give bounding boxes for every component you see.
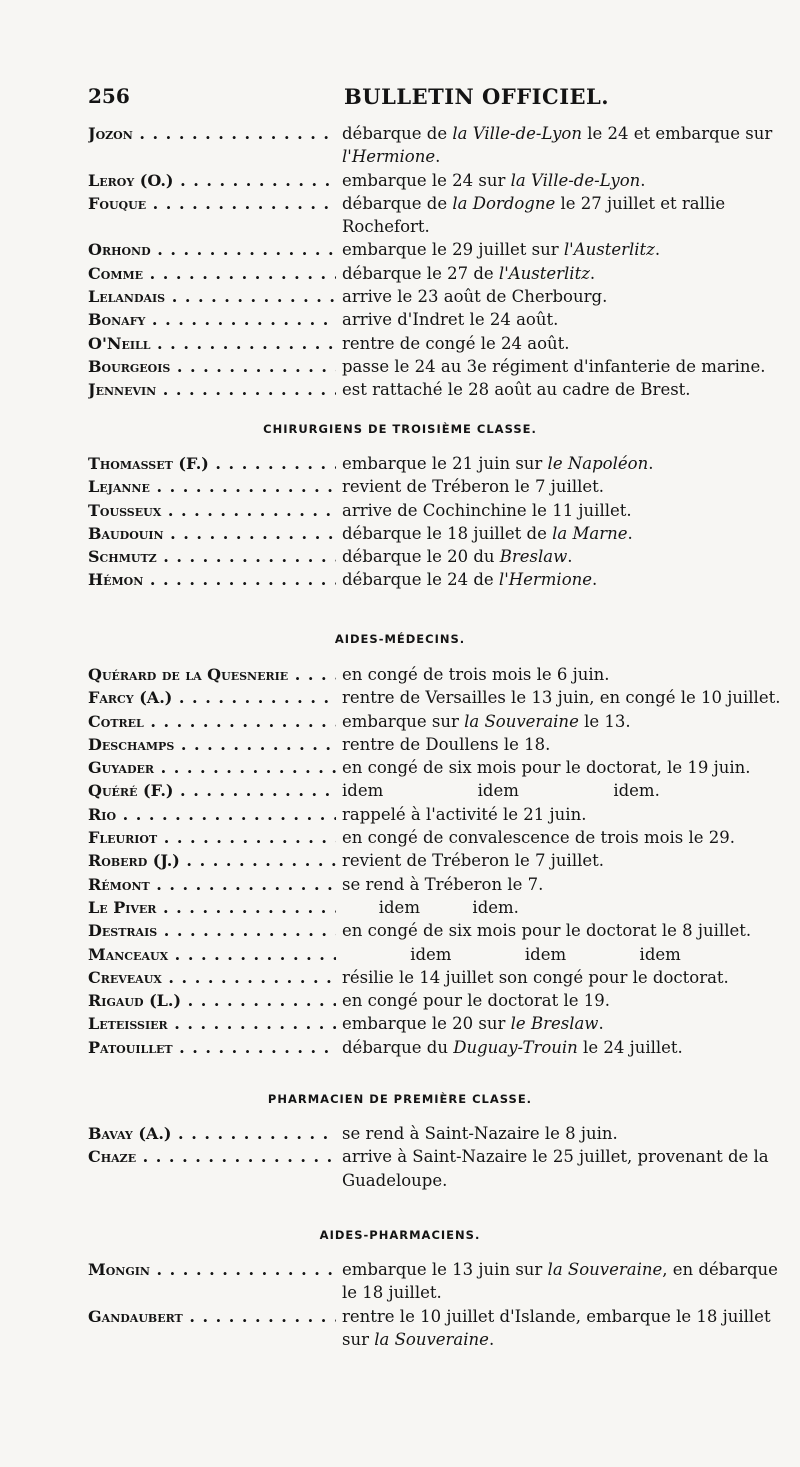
entry-text-segment: . xyxy=(589,263,596,283)
list-item xyxy=(88,849,793,872)
entry-name: Baudouin . . . xyxy=(88,522,336,545)
entry-name: Tousseux . . . xyxy=(88,499,336,522)
entry-text-segment: . xyxy=(598,1014,604,1034)
list-item xyxy=(88,686,793,709)
entry-text xyxy=(342,169,793,192)
list-item xyxy=(88,378,793,401)
entry-text-segment: rentre de Doullens le 18. xyxy=(342,734,551,754)
entry-name: Manceaux . . . xyxy=(88,943,336,966)
entry-name: Lelandais . . . xyxy=(88,285,336,308)
entry-text-segment: arrive à Saint-Nazaire le 25 juillet, provenant de la Guadeloupe. xyxy=(342,1147,774,1190)
entry-text xyxy=(342,285,793,308)
entry-name: Creveaux . . . xyxy=(88,966,336,989)
entry-text xyxy=(342,568,793,591)
entry-name: Bavay (A.) . . . xyxy=(88,1122,336,1145)
list-item xyxy=(88,943,793,966)
entry-text xyxy=(342,499,793,522)
list-item xyxy=(88,1305,793,1352)
entry-name: Gandaubert . . . xyxy=(88,1305,336,1328)
entry-text-segment: . xyxy=(654,240,661,260)
entry-name: Quéré (F.) . . . xyxy=(88,779,336,802)
running-title: BULLETIN OFFICIEL. xyxy=(344,84,610,109)
entry-text-segment: embarque le 13 juin sur xyxy=(342,1260,548,1279)
entry-text xyxy=(342,545,793,568)
list-item xyxy=(88,896,793,919)
ship-name: le Napoléon xyxy=(547,454,649,473)
entry-text xyxy=(342,663,793,686)
list-item xyxy=(88,332,793,355)
entry-name: Orhond . . . xyxy=(88,238,336,261)
entry-name: Jennevin . . . xyxy=(88,378,336,401)
list-item xyxy=(88,1012,793,1035)
entry-text-segment: en congé de six mois pour le doctorat le 8 juillet. xyxy=(342,921,752,941)
list-item xyxy=(88,475,793,498)
entry-name: Cotrel . . . xyxy=(88,710,336,733)
entry-text-segment: arrive de Cochinchine le 11 juillet. xyxy=(342,500,632,520)
entry-name: Rigaud (L.) . . . xyxy=(88,989,336,1012)
entry-text-segment: rentre de congé le 24 août. xyxy=(342,333,570,353)
entry-text-segment: se rend à Saint-Nazaire le 8 juin. xyxy=(342,1124,618,1143)
entry-name: Leteissier . . . xyxy=(88,1012,336,1035)
entry-text xyxy=(342,919,793,942)
list-item xyxy=(88,733,793,756)
ship-name: le Breslaw xyxy=(510,1014,599,1034)
entry-text-segment: revient de Tréberon le 7 juillet. xyxy=(342,851,605,871)
section-heading-aides-pharmaciens: AIDES-PHARMACIENS. xyxy=(319,1228,481,1242)
entry-text-segment: . xyxy=(640,170,646,190)
entry-text xyxy=(342,1145,793,1192)
entry-text-segment: en congé de six mois pour le doctorat, le 19 juin. xyxy=(342,758,751,778)
entry-text xyxy=(342,1258,793,1305)
ship-name: l'Hermione xyxy=(498,570,593,590)
list-item xyxy=(88,663,793,686)
entries-group-1 xyxy=(88,122,793,402)
entry-name: Jozon . . . xyxy=(88,122,336,145)
entry-name: Fleuriot . . . xyxy=(88,826,336,849)
entry-text-segment: embarque le 24 sur xyxy=(342,170,511,190)
entry-text xyxy=(342,943,793,966)
entry-text xyxy=(342,262,793,285)
list-item xyxy=(88,919,793,942)
entry-text xyxy=(342,733,793,756)
entry-text xyxy=(342,522,793,545)
entry-name: Thomasset (F.) . . . xyxy=(88,452,336,475)
list-item xyxy=(88,873,793,896)
ship-name: la Ville-de-Lyon xyxy=(510,170,641,190)
entry-text-segment: le 24 et embarque sur xyxy=(582,124,778,143)
entry-text-segment: arrive d'Indret le 24 août. xyxy=(342,310,559,330)
list-item xyxy=(88,710,793,733)
entry-text xyxy=(342,308,793,331)
list-item xyxy=(88,499,793,522)
entry-text-segment: rappelé à l'activité le 21 juin. xyxy=(342,804,587,824)
list-item xyxy=(88,285,793,308)
ship-name: l'Hermione xyxy=(342,147,436,167)
list-item xyxy=(88,355,793,378)
list-item xyxy=(88,826,793,849)
entry-text-segment: débarque de xyxy=(342,193,453,213)
entry-text xyxy=(342,355,793,378)
entry-text xyxy=(342,1036,793,1059)
list-item xyxy=(88,1122,793,1145)
entry-text-segment: débarque le 20 du xyxy=(342,547,500,567)
entry-text-segment: idem idem idem. xyxy=(342,781,660,801)
entry-text-segment: se rend à Tréberon le 7. xyxy=(342,874,544,894)
entry-text-segment: embarque le 29 juillet sur xyxy=(342,240,564,260)
entry-text xyxy=(342,686,793,709)
entry-text xyxy=(342,756,793,779)
entry-text-segment: est rattaché le 28 août au cadre de Brest. xyxy=(342,380,691,400)
entry-text-segment: . xyxy=(627,523,633,543)
entry-text-segment: idem idem. xyxy=(342,897,519,917)
entry-text xyxy=(342,238,793,261)
entry-text-segment: résilie le 14 juillet son congé pour le doctorat. xyxy=(342,967,729,987)
entry-text-segment: débarque le 18 juillet de xyxy=(342,523,553,543)
ship-name: la Souveraine xyxy=(464,711,579,731)
list-item xyxy=(88,169,793,192)
entry-text-segment: embarque le 21 juin sur xyxy=(342,454,548,473)
entry-text-segment: en congé de trois mois le 6 juin. xyxy=(342,665,610,684)
section-heading-pharmacien: PHARMACIEN DE PREMIÈRE CLASSE. xyxy=(267,1092,533,1106)
page-number: 256 xyxy=(88,84,130,108)
entry-text-segment: débarque le 24 de xyxy=(342,570,499,590)
ship-name: la Dordogne xyxy=(452,193,556,213)
entry-name: Comme . . . xyxy=(88,262,336,285)
ship-name: la Marne xyxy=(552,523,628,543)
list-item xyxy=(88,545,793,568)
entry-name: Deschamps . . . xyxy=(88,733,336,756)
entry-text-segment: passe le 24 au 3e régiment d'infanterie de marine. xyxy=(342,356,766,376)
entry-text-segment: idem idem idem xyxy=(342,944,681,964)
entry-name: Mongin . . . xyxy=(88,1258,336,1281)
entry-text xyxy=(342,122,793,169)
list-item xyxy=(88,779,793,802)
ship-name: l'Austerlitz xyxy=(498,263,590,283)
entry-text-segment: en congé de convalescence de trois mois le 29. xyxy=(342,828,736,848)
entries-aides-medecins xyxy=(88,663,793,1059)
list-item xyxy=(88,1258,793,1305)
entry-name: Destrais . . . xyxy=(88,919,336,942)
entries-chirurgiens xyxy=(88,452,793,592)
entry-text-segment: le 24 juillet. xyxy=(577,1037,683,1057)
list-item xyxy=(88,966,793,989)
entry-name: Leroy (O.) . . . xyxy=(88,169,336,192)
entry-text xyxy=(342,803,793,826)
list-item xyxy=(88,262,793,285)
ship-name: l'Austerlitz xyxy=(563,240,655,260)
entry-text-segment: le 13. xyxy=(578,711,631,731)
list-item xyxy=(88,803,793,826)
entry-name: Patouillet . . . xyxy=(88,1036,336,1059)
entry-name: Le Piver . . . xyxy=(88,896,336,919)
entry-name: Farcy (A.) . . . xyxy=(88,686,336,709)
ship-name: la Ville-de-Lyon xyxy=(452,124,582,143)
entry-name: O'Neill . . . xyxy=(88,332,336,355)
entry-text xyxy=(342,710,793,733)
entry-text-segment: , en débarque le 18 juillet. xyxy=(342,1260,784,1303)
entry-text-segment: débarque de xyxy=(342,124,453,143)
entry-name: Lejanne . . . xyxy=(88,475,336,498)
entry-text-segment: rentre le 10 juillet d'Islande, embarque le 18 juillet sur xyxy=(342,1306,776,1349)
entry-text-segment: . xyxy=(488,1329,495,1349)
entry-text xyxy=(342,873,793,896)
entry-name: Rio . . . xyxy=(88,803,336,826)
list-item xyxy=(88,308,793,331)
entry-text-segment: débarque le 27 de xyxy=(342,263,499,283)
entry-text-segment: débarque du xyxy=(342,1037,454,1057)
entry-name: Hémon . . . xyxy=(88,568,336,591)
entry-text-segment: en congé pour le doctorat le 19. xyxy=(342,991,610,1011)
list-item xyxy=(88,568,793,591)
entry-text xyxy=(342,989,793,1012)
entry-name: Chaze . . . xyxy=(88,1145,336,1168)
entry-text xyxy=(342,475,793,498)
list-item xyxy=(88,1145,793,1192)
ship-name: Duguay-Trouin xyxy=(453,1037,578,1057)
entry-text xyxy=(342,1012,793,1035)
entry-text xyxy=(342,826,793,849)
list-item xyxy=(88,192,793,239)
list-item xyxy=(88,238,793,261)
list-item xyxy=(88,989,793,1012)
entry-text xyxy=(342,966,793,989)
list-item xyxy=(88,1036,793,1059)
entry-name: Rémont . . . xyxy=(88,873,336,896)
entry-name: Bourgeois . . . xyxy=(88,355,336,378)
entry-text-segment: . xyxy=(592,570,598,590)
ship-name: la Souveraine xyxy=(547,1260,663,1279)
section-heading-aides-medecins: AIDES-MÉDECINS. xyxy=(334,632,466,646)
section-heading-chirurgiens: CHIRURGIENS DE TROISIÈME CLASSE. xyxy=(263,422,537,436)
entry-text-segment: le 27 juillet et rallie Rochefort. xyxy=(342,193,731,237)
entry-text-segment: embarque sur xyxy=(342,711,465,731)
entry-text-segment: embarque le 20 sur xyxy=(342,1014,511,1034)
entries-aides-pharmaciens xyxy=(88,1258,793,1351)
entry-text-segment: . xyxy=(567,547,573,567)
entry-text xyxy=(342,849,793,872)
entry-name: Schmutz . . . xyxy=(88,545,336,568)
entry-text xyxy=(342,1305,793,1352)
entry-text xyxy=(342,452,793,475)
entry-text xyxy=(342,896,793,919)
entry-text-segment: rentre de Versailles le 13 juin, en congé le 10 juillet. xyxy=(342,688,781,708)
entry-text-segment: . xyxy=(648,454,654,473)
entry-text xyxy=(342,779,793,802)
list-item xyxy=(88,452,793,475)
entry-text-segment: . xyxy=(435,147,441,167)
entry-name: Bonafy . . . xyxy=(88,308,336,331)
entry-text xyxy=(342,192,793,239)
entry-name: Quérard de la Quesnerie . . . xyxy=(88,663,336,686)
entry-text xyxy=(342,332,793,355)
entry-name: Fouque . . . xyxy=(88,192,336,215)
entry-name: Guyader . . . xyxy=(88,756,336,779)
entries-pharmacien xyxy=(88,1122,793,1192)
list-item xyxy=(88,756,793,779)
ship-name: Breslaw xyxy=(499,547,568,567)
entry-name: Roberd (J.) . . . xyxy=(88,849,336,872)
list-item xyxy=(88,122,793,169)
entry-text xyxy=(342,378,793,401)
page-header xyxy=(88,84,788,114)
entry-text-segment: revient de Tréberon le 7 juillet. xyxy=(342,477,605,497)
entry-text xyxy=(342,1122,793,1145)
entry-text-segment: arrive le 23 août de Cherbourg. xyxy=(342,287,608,307)
ship-name: la Souveraine xyxy=(374,1329,489,1349)
list-item xyxy=(88,522,793,545)
